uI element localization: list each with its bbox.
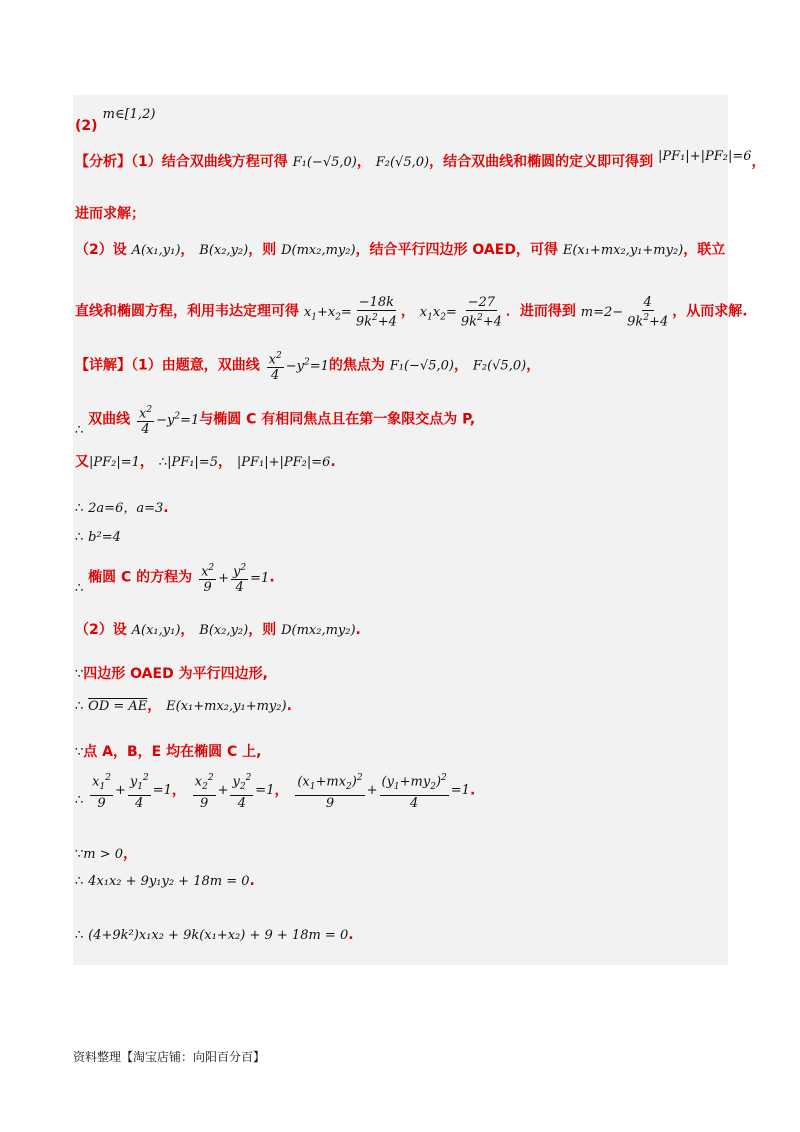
pf-sum: |PF₁|+|PF₂|=6 [236,455,331,470]
detail-text: 又 [75,454,89,470]
focus-f1: F₁(−√5,0) [389,358,454,374]
footer-note: 资料整理【淘宝店铺：向阳百分百】 [73,1050,266,1064]
detail-text: （2）设 [75,622,127,638]
detail-tag: 【详解】 [75,357,131,374]
point-a: A(x₁,y₁) [131,623,181,638]
detail-line-5 [75,529,121,545]
a-value: 2a=6，a=3 [88,501,164,516]
point-d: D(mx₂,my₂) [281,623,356,638]
analysis-text: ，联立 [683,242,726,258]
therefore-symbol: ∴ [75,501,84,516]
detail-line-7: （2）设 A(x₁,y₁)， B(x₂,y₂)，则 D(mx₂,my₂). [75,622,361,638]
analysis-text: ，则 [248,242,277,258]
focus-f2: F₂(√5,0) [375,155,430,170]
pf1-value: |PF₁|=5 [167,455,218,470]
point-e: E(x₁+mx₂,y₁+my₂) [166,699,287,714]
analysis-text: 直线和椭圆方程，利用韦达定理可得 [75,303,299,320]
detail-line-3: 又|PF₂|=1， ∴|PF₁|=5， |PF₁|+|PF₂|=6. [75,454,336,470]
point-e: E(x₁+mx₂,y₁+my₂) [562,243,684,258]
detail-line-4: ∴ 2a=6，a=3. [75,500,169,516]
m-positive: m > 0 [83,847,124,862]
point-e-on-ellipse: $\frac{(x_1+mx_2)^2}{9}$ + $\frac{(y_1+my_2)^2}{4}$ =1 [297,773,470,811]
detail-text: 四边形 OAED 为平行四边形, [83,666,268,682]
part2-label: (2) [75,118,98,134]
hyperbola-equation: $\frac{x^2}{4}$ $-y^2=1$ [268,351,329,384]
point-b: B(x₂,y₂) [199,243,249,258]
analysis-text: ，结合双曲线和椭圆的定义即可得到 [429,154,654,170]
detail-line-13: ∴ 4x₁x₂ + 9y₁y₂ + 18m = 0. [75,873,255,889]
detail-line-14: ∴ (4+9k²)x₁x₂ + 9k(x₁+x₂) + 9 + 18m = 0. [75,927,354,943]
therefore-symbol: ∴ [158,455,168,470]
vieta-sum: $x_1+x_2=$ $\frac{-18k}{9k^2+4}$ [303,295,397,330]
detail-text: 的焦点为 [328,357,385,374]
therefore-symbol: ∴ [75,422,84,438]
because-symbol: ∵ [75,667,84,682]
detail-line-2 [75,403,475,437]
therefore-symbol: ∴ [75,928,84,943]
therefore-symbol: ∴ [75,699,84,714]
therefore-symbol: ∴ [75,874,84,889]
detail-text: （1）由题意，双曲线 [131,357,260,374]
analysis-text: ，结合平行四边形 OAED，可得 [355,242,558,258]
detail-text: 椭圆 C 的方程为 [88,569,193,586]
part2-answer-line [75,103,156,134]
m-expression: m=2− $\frac{4}{9k^2+4}$ [580,295,669,330]
analysis-text: 进而求解； [75,206,145,222]
detail-line-9: ∴ OD = AE， E(x₁+mx₂,y₁+my₂). [75,698,292,714]
vieta-product: $x_1x_2=$ $\frac{-27}{9k^2+4}$ [419,295,502,330]
analysis-text: （1）结合双曲线方程可得 [131,154,288,170]
point-a: A(x₁,y₁) [131,243,181,258]
detail-line-6: ∴ 椭圆 C 的方程为 $\frac{x^2}{9}$ + $\frac{y^2}{4}$ =1. [75,563,275,596]
ellipse-equation: $\frac{x^2}{9}$ + $\frac{y^2}{4}$ =1 [201,563,270,596]
b-value: b²=4 [88,530,121,545]
detail-text: 点 A，B，E 均在椭圆 C 上, [83,744,262,760]
analysis-line-4: 直线和椭圆方程，利用韦达定理可得 $x_1+x_2=$ $\frac{-18k}{9k^2+4}$ ， $x_1x_2=$ $\frac{-27}{9k^2+4}$ ．进而得到 m=2− $\frac{4}{9k^2+4}$ ，从而求解. [75,295,748,330]
detail-text: ，则 [248,622,277,638]
analysis-line-3: （2）设 A(x₁,y₁)， B(x₂,y₂)，则 D(mx₂,my₂)，结合平行四边形 OAED，可得 E(x₁+mx₂,y₁+my₂)，联立 [75,242,726,258]
focus-f2: F₂(√5,0) [472,358,527,374]
detail-text: 与椭圆 C 有相同焦点且在第一象限交点为 P, [199,411,476,428]
detail-line-8 [75,663,268,683]
analysis-text: （2）设 [75,242,127,258]
equation-13: 4x₁x₂ + 9y₁y₂ + 18m = 0 [88,874,250,889]
focus-f1: F₁(−√5,0) [292,155,357,170]
detail-line-10 [75,741,261,761]
part2-answer: m∈[1,2) [102,107,156,122]
equation-14: (4+9k²)x₁x₂ + 9k(x₁+x₂) + 9 + 18m = 0 [88,928,349,943]
detail-line-11: ∴ $\frac{x_1^2}{9}$ + $\frac{y_1^2}{4}$ =1， $\frac{x_2^2}{9}$ + $\frac{y_2^2}{4}$ =1， $\frac{(x_1+mx_2)^2}{9}$ + $\frac{(y_1+my_2)^2}{4}$ =1. [75,773,476,811]
therefore-symbol: ∴ [75,530,84,545]
therefore-symbol: ∴ [75,580,84,596]
therefore-symbol: ∴ [75,793,84,809]
analysis-text: ，从而求解. [672,303,748,320]
analysis-line-2 [75,203,145,223]
solution-content [73,95,766,965]
analysis-text: ．进而得到 [505,303,576,320]
point-b-on-ellipse: $\frac{x_2^2}{9}$ + $\frac{y_2^2}{4}$ =1 [194,773,275,811]
hyperbola-equation: $\frac{x^2}{4}$ $-y^2=1$ [139,405,200,438]
point-b: B(x₂,y₂) [199,623,249,638]
vector-equation: OD = AE [88,699,148,714]
point-a-on-ellipse: $\frac{x_1^2}{9}$ + $\frac{y_1^2}{4}$ =1 [92,773,172,811]
pf2-value: |PF₂|=1 [89,455,140,470]
because-symbol: ∵ [75,745,84,760]
sum-distance: |PF₁|+|PF₂|=6 [657,149,752,164]
analysis-tag: 【分析】 [75,154,131,170]
detail-text: 双曲线 [88,411,131,428]
because-symbol: ∵ [75,847,84,862]
analysis-line-1: 【分析】（1）结合双曲线方程可得 F₁(−√5,0)， F₂(√5,0)，结合双曲线和椭圆的定义即可得到 |PF₁|+|PF₂|=6， [75,149,766,170]
detail-line-1: 【详解】（1）由题意，双曲线 $\frac{x^2}{4}$ $-y^2=1$的焦点为 F₁(−√5,0)， F₂(√5,0)， [75,351,541,384]
detail-line-12: ∵m > 0， [75,846,138,862]
point-d: D(mx₂,my₂) [281,243,356,258]
